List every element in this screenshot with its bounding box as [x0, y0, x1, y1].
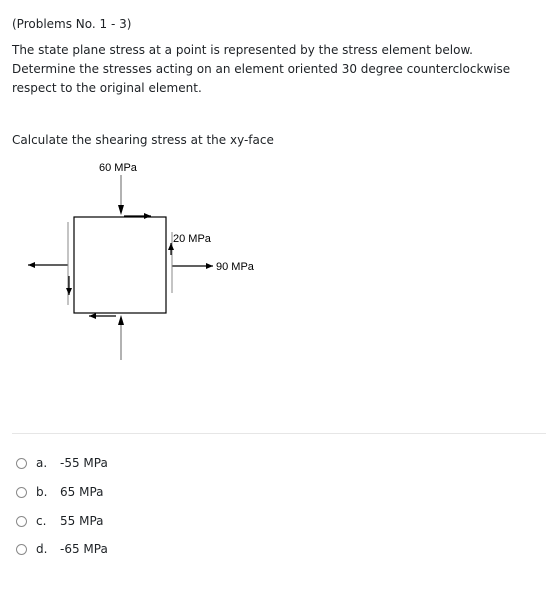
stress-element-diagram [20, 155, 290, 365]
divider [12, 433, 546, 434]
top-normal-arrowhead [118, 205, 124, 215]
label-90-mpa: 90 MPa [216, 261, 254, 273]
option-c-value: 55 MPa [60, 514, 104, 528]
problem-range-label: (Problems No. 1 - 3) [12, 17, 132, 31]
question-text: Calculate the shearing stress at the xy-face [12, 133, 274, 147]
option-c-radio[interactable] [16, 516, 27, 527]
option-b-radio[interactable] [16, 487, 27, 498]
option-d[interactable] [16, 539, 108, 559]
option-b[interactable] [16, 482, 104, 502]
option-b-letter: b. [36, 485, 48, 499]
option-a-radio[interactable] [16, 458, 27, 469]
problem-statement: The state plane stress at a point is represented by the stress element below. Determine the stresses acting on an element oriented 30 degree counterclockwise respect to the original element. [12, 43, 511, 95]
bottom-normal-arrowhead [118, 315, 124, 325]
option-c[interactable] [16, 511, 104, 531]
option-d-value: -65 MPa [60, 542, 108, 556]
option-c-letter: c. [36, 514, 47, 528]
option-a-letter: a. [36, 456, 48, 470]
stress-element-square [74, 217, 166, 313]
label-60-mpa: 60 MPa [99, 162, 137, 174]
option-d-radio[interactable] [16, 544, 27, 555]
option-d-letter: d. [36, 542, 48, 556]
option-a[interactable] [16, 453, 108, 473]
option-a-value: -55 MPa [60, 456, 108, 470]
label-20-mpa: 20 MPa [173, 233, 211, 245]
option-b-value: 65 MPa [60, 485, 104, 499]
